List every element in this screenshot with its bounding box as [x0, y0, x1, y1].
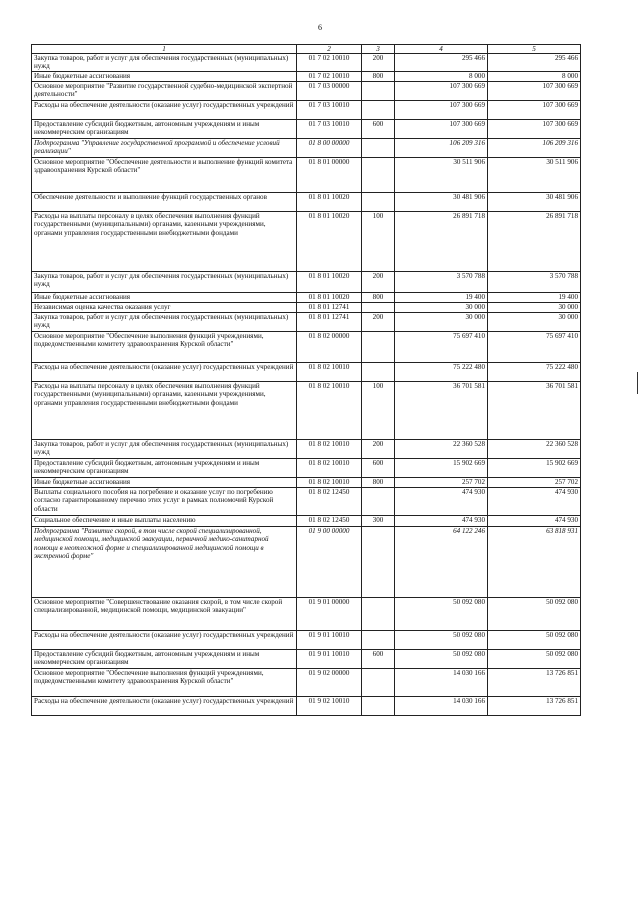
row-value-1-cell: 30 511 906 — [395, 157, 488, 192]
row-type-cell — [362, 597, 395, 630]
table-row — [32, 597, 581, 630]
row-type-cell: 600 — [362, 119, 395, 138]
row-value-2-cell: 63 818 931 — [488, 526, 581, 597]
page-number: 6 — [318, 23, 322, 32]
table-row — [32, 302, 581, 312]
row-value-2-cell: 50 092 080 — [488, 649, 581, 668]
row-code-cell: 01 8 01 10020 — [297, 271, 362, 292]
row-name-cell: Подпрограмма "Развитие скорой, в том числе скорой специализированной, медицинской помощи, медицинской эвакуации, первичной медико-санитарной помощи в неотложной форме и специализированной медицинской помощи в экстренной форме" — [32, 526, 297, 597]
row-type-cell — [362, 157, 395, 192]
row-value-1-cell: 50 092 080 — [395, 649, 488, 668]
header-col-3: 3 — [362, 45, 395, 54]
row-value-2-cell: 8 000 — [488, 71, 581, 81]
row-value-1-cell: 50 092 080 — [395, 597, 488, 630]
row-name-cell: Предоставление субсидий бюджетным, автономным учреждениям и иным некоммерческим организациям — [32, 119, 297, 138]
row-type-cell: 600 — [362, 649, 395, 668]
row-value-2-cell: 13 726 851 — [488, 668, 581, 696]
row-code-cell: 01 7 03 10010 — [297, 119, 362, 138]
row-type-cell: 200 — [362, 54, 395, 72]
row-type-cell — [362, 526, 395, 597]
row-type-cell — [362, 192, 395, 211]
row-code-cell: 01 8 01 12741 — [297, 302, 362, 312]
header-col-2: 2 — [297, 45, 362, 54]
table-row — [32, 362, 581, 381]
row-name-cell: Расходы на обеспечение деятельности (оказание услуг) государственных учреждений — [32, 362, 297, 381]
row-type-cell: 100 — [362, 381, 395, 439]
budget-table — [31, 44, 581, 716]
row-value-1-cell: 257 702 — [395, 477, 488, 487]
row-type-cell — [362, 81, 395, 100]
row-value-2-cell: 30 481 906 — [488, 192, 581, 211]
table-row — [32, 487, 581, 515]
table-row — [32, 312, 581, 331]
row-value-1-cell: 30 481 906 — [395, 192, 488, 211]
row-name-cell: Иные бюджетные ассигнования — [32, 71, 297, 81]
row-value-2-cell: 30 511 906 — [488, 157, 581, 192]
table-row — [32, 630, 581, 649]
table-row — [32, 439, 581, 458]
row-value-1-cell: 295 466 — [395, 54, 488, 72]
table-row — [32, 381, 581, 439]
row-name-cell: Социальное обеспечение и иные выплаты населению — [32, 515, 297, 526]
table-row — [32, 138, 581, 157]
row-name-cell: Основное мероприятие "Обеспечение деятельности и выполнение функций комитета здравоохранения Курской области" — [32, 157, 297, 192]
row-code-cell: 01 9 01 10010 — [297, 630, 362, 649]
row-value-2-cell: 30 000 — [488, 302, 581, 312]
row-value-1-cell: 8 000 — [395, 71, 488, 81]
row-value-2-cell: 50 092 080 — [488, 630, 581, 649]
table-row — [32, 54, 581, 72]
row-code-cell: 01 8 02 10010 — [297, 362, 362, 381]
header-col-1: 1 — [32, 45, 297, 54]
row-name-cell: Расходы на обеспечение деятельности (оказание услуг) государственных учреждений — [32, 630, 297, 649]
row-type-cell — [362, 331, 395, 362]
row-code-cell: 01 8 01 10020 — [297, 192, 362, 211]
row-value-2-cell: 50 092 080 — [488, 597, 581, 630]
row-name-cell: Предоставление субсидий бюджетным, автономным учреждениям и иным некоммерческим организациям — [32, 649, 297, 668]
table-row — [32, 649, 581, 668]
row-value-1-cell: 106 209 316 — [395, 138, 488, 157]
scan-edge-mark — [637, 372, 638, 394]
row-name-cell: Закупка товаров, работ и услуг для обеспечения государственных (муниципальных) нужд — [32, 439, 297, 458]
row-type-cell — [362, 668, 395, 696]
row-code-cell: 01 8 00 00000 — [297, 138, 362, 157]
row-value-2-cell: 257 702 — [488, 477, 581, 487]
row-value-2-cell: 107 300 669 — [488, 100, 581, 119]
row-name-cell: Расходы на выплаты персоналу в целях обеспечения выполнения функций государственными (муниципальными) органами, казенными учреждениями, органами управления государственными внебюджетными фондами — [32, 381, 297, 439]
table-body — [32, 54, 581, 716]
row-value-2-cell: 36 701 581 — [488, 381, 581, 439]
table-row — [32, 271, 581, 292]
row-name-cell: Закупка товаров, работ и услуг для обеспечения государственных (муниципальных) нужд — [32, 312, 297, 331]
row-value-1-cell: 474 930 — [395, 515, 488, 526]
row-name-cell: Расходы на обеспечение деятельности (оказание услуг) государственных учреждений — [32, 100, 297, 119]
row-type-cell — [362, 302, 395, 312]
row-value-2-cell: 75 222 480 — [488, 362, 581, 381]
row-name-cell: Расходы на обеспечение деятельности (оказание услуг) государственных учреждений — [32, 696, 297, 715]
row-name-cell: Закупка товаров, работ и услуг для обеспечения государственных (муниципальных) нужд — [32, 271, 297, 292]
row-value-2-cell: 13 726 851 — [488, 696, 581, 715]
row-name-cell: Иные бюджетные ассигнования — [32, 477, 297, 487]
row-type-cell — [362, 362, 395, 381]
header-col-5: 5 — [488, 45, 581, 54]
table-row — [32, 81, 581, 100]
row-code-cell: 01 8 02 10010 — [297, 477, 362, 487]
row-value-2-cell: 19 400 — [488, 292, 581, 302]
row-type-cell: 100 — [362, 211, 395, 271]
row-value-2-cell: 75 697 410 — [488, 331, 581, 362]
row-type-cell — [362, 487, 395, 515]
row-value-2-cell: 3 570 788 — [488, 271, 581, 292]
row-value-1-cell: 14 030 166 — [395, 696, 488, 715]
row-type-cell: 800 — [362, 477, 395, 487]
table-row — [32, 71, 581, 81]
table-row — [32, 526, 581, 597]
row-value-2-cell: 474 930 — [488, 487, 581, 515]
row-code-cell: 01 7 03 10010 — [297, 100, 362, 119]
row-value-2-cell: 474 930 — [488, 515, 581, 526]
table-row — [32, 668, 581, 696]
row-value-1-cell: 50 092 080 — [395, 630, 488, 649]
row-code-cell: 01 8 02 10010 — [297, 381, 362, 439]
row-code-cell: 01 8 02 00000 — [297, 331, 362, 362]
row-type-cell — [362, 696, 395, 715]
row-type-cell: 200 — [362, 312, 395, 331]
table-row — [32, 211, 581, 271]
row-type-cell — [362, 138, 395, 157]
table-row — [32, 192, 581, 211]
row-name-cell: Расходы на выплаты персоналу в целях обеспечения выполнения функций государственными (муниципальными) органами, казенными учреждениями, органами управления государственными внебюджетными фондами — [32, 211, 297, 271]
row-value-2-cell: 106 209 316 — [488, 138, 581, 157]
row-value-1-cell: 14 030 166 — [395, 668, 488, 696]
row-value-1-cell: 15 902 669 — [395, 458, 488, 477]
row-code-cell: 01 8 01 10020 — [297, 292, 362, 302]
row-type-cell: 800 — [362, 292, 395, 302]
table-row — [32, 100, 581, 119]
row-code-cell: 01 9 02 00000 — [297, 668, 362, 696]
row-code-cell: 01 9 00 00000 — [297, 526, 362, 597]
row-code-cell: 01 8 01 12741 — [297, 312, 362, 331]
row-value-1-cell: 474 930 — [395, 487, 488, 515]
row-code-cell: 01 8 02 10010 — [297, 458, 362, 477]
row-name-cell: Независимая оценка качества оказания услуг — [32, 302, 297, 312]
row-type-cell — [362, 630, 395, 649]
row-value-2-cell: 30 000 — [488, 312, 581, 331]
table-row — [32, 477, 581, 487]
row-value-2-cell: 107 300 669 — [488, 81, 581, 100]
row-value-1-cell: 3 570 788 — [395, 271, 488, 292]
row-value-1-cell: 36 701 581 — [395, 381, 488, 439]
row-value-2-cell: 15 902 669 — [488, 458, 581, 477]
table-header-row — [32, 45, 581, 54]
row-value-1-cell: 75 697 410 — [395, 331, 488, 362]
row-value-1-cell: 107 300 669 — [395, 100, 488, 119]
table-row — [32, 119, 581, 138]
row-code-cell: 01 7 02 10010 — [297, 71, 362, 81]
table-row — [32, 458, 581, 477]
row-value-1-cell: 75 222 480 — [395, 362, 488, 381]
row-code-cell: 01 8 01 00000 — [297, 157, 362, 192]
row-name-cell: Подпрограмма "Управление государственной программой и обеспечение условий реализации" — [32, 138, 297, 157]
row-value-2-cell: 22 360 528 — [488, 439, 581, 458]
row-name-cell: Основное мероприятие "Совершенствование оказания скорой, в том числе скорой специализированной, медицинской помощи, медицинской эвакуации" — [32, 597, 297, 630]
header-col-4: 4 — [395, 45, 488, 54]
table-row — [32, 696, 581, 715]
row-code-cell: 01 9 01 00000 — [297, 597, 362, 630]
row-name-cell: Обеспечение деятельности и выполнение функций государственных органов — [32, 192, 297, 211]
row-type-cell: 800 — [362, 71, 395, 81]
row-type-cell — [362, 100, 395, 119]
table-row — [32, 515, 581, 526]
row-code-cell: 01 7 02 10010 — [297, 54, 362, 72]
row-code-cell: 01 8 02 12450 — [297, 487, 362, 515]
table-row — [32, 331, 581, 362]
row-code-cell: 01 7 03 00000 — [297, 81, 362, 100]
row-type-cell: 200 — [362, 271, 395, 292]
row-value-1-cell: 22 360 528 — [395, 439, 488, 458]
row-value-1-cell: 64 122 246 — [395, 526, 488, 597]
row-type-cell: 200 — [362, 439, 395, 458]
row-code-cell: 01 8 01 10020 — [297, 211, 362, 271]
row-code-cell: 01 9 01 10010 — [297, 649, 362, 668]
row-value-2-cell: 295 466 — [488, 54, 581, 72]
row-value-1-cell: 107 300 669 — [395, 119, 488, 138]
row-value-1-cell: 26 891 718 — [395, 211, 488, 271]
row-value-2-cell: 107 300 669 — [488, 119, 581, 138]
row-code-cell: 01 8 02 12450 — [297, 515, 362, 526]
row-name-cell: Основное мероприятие "Развитие государственной судебно-медицинской экспертной деятельности" — [32, 81, 297, 100]
row-name-cell: Выплаты социального пособия на погребение и оказание услуг по погребению согласно гарантированному перечню этих услуг в рамках полномочий Курской области — [32, 487, 297, 515]
table-row — [32, 292, 581, 302]
row-value-1-cell: 30 000 — [395, 312, 488, 331]
row-value-1-cell: 30 000 — [395, 302, 488, 312]
row-value-1-cell: 107 300 669 — [395, 81, 488, 100]
row-value-1-cell: 19 400 — [395, 292, 488, 302]
row-name-cell: Предоставление субсидий бюджетным, автономным учреждениям и иным некоммерческим организациям — [32, 458, 297, 477]
row-value-2-cell: 26 891 718 — [488, 211, 581, 271]
row-name-cell: Основное мероприятие "Обеспечение выполнения функций учреждениями, подведомственными комитету здравоохранения Курской области" — [32, 331, 297, 362]
row-code-cell: 01 8 02 10010 — [297, 439, 362, 458]
row-type-cell: 600 — [362, 458, 395, 477]
row-name-cell: Основное мероприятие "Обеспечение выполнения функций учреждениями, подведомственными комитету здравоохранения Курской области" — [32, 668, 297, 696]
table-row — [32, 157, 581, 192]
row-code-cell: 01 9 02 10010 — [297, 696, 362, 715]
row-type-cell: 300 — [362, 515, 395, 526]
row-name-cell: Закупка товаров, работ и услуг для обеспечения государственных (муниципальных) нужд — [32, 54, 297, 72]
row-name-cell: Иные бюджетные ассигнования — [32, 292, 297, 302]
